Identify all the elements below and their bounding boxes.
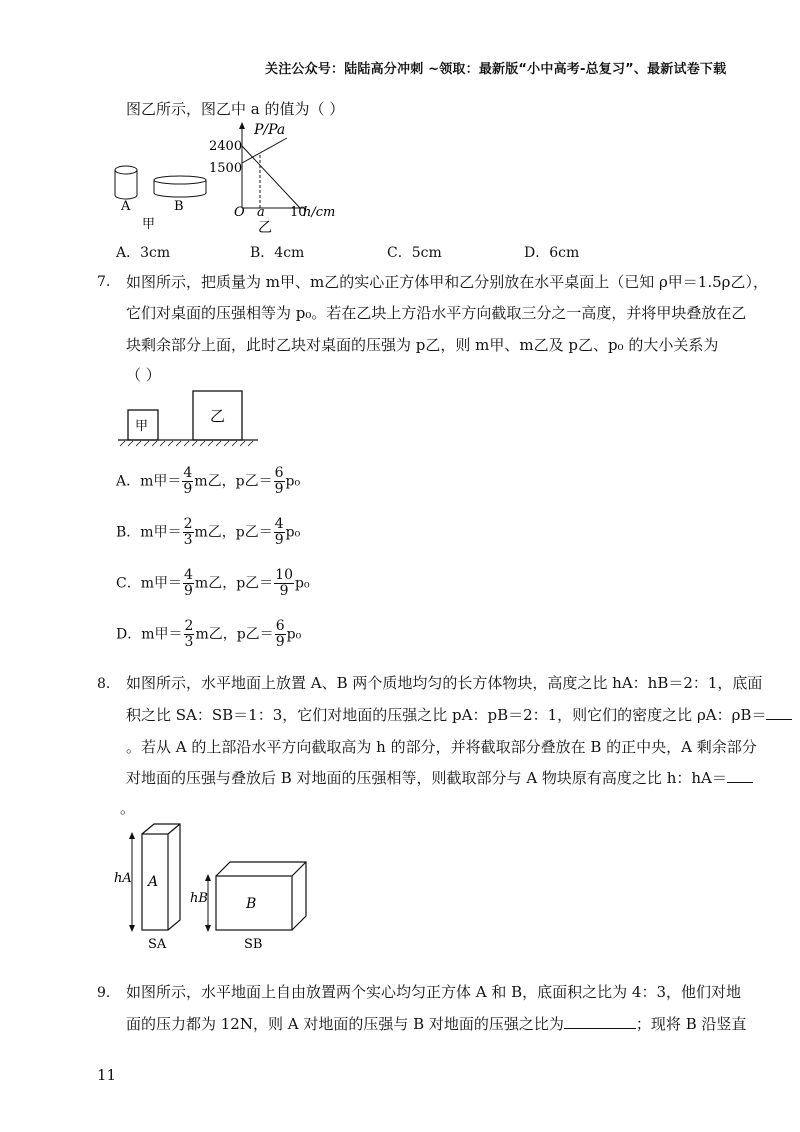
q9-line2: 面的压力都为 12N，则 A 对地面的压强与 B 对地面的压强之比为 ；现将 B 沿竖直 [126, 1015, 747, 1033]
q7-figure [118, 386, 268, 448]
q8-blank-1 [766, 705, 792, 720]
q9-line1: 如图所示，水平地面上自由放置两个实心均匀正方体 A 和 B，底面积之比为 4：3，他们对地 [126, 983, 742, 1001]
q8-line5: 。 [120, 799, 136, 817]
q6-figure-jia [104, 160, 214, 235]
q6-option-d: D．6cm [524, 245, 580, 261]
page-header: 关注公众号：陆陆高分冲刺 ~领取：最新版“小中高考-总复习”、最新试卷下载 [265, 62, 727, 77]
q8-figure [110, 820, 310, 954]
q7-option-c: C．m甲＝ $\frac{4}{9}$ m乙，p乙＝ $\frac{10}{9}$ p₀ [116, 567, 310, 599]
y-axis-label: P/Pa [254, 122, 286, 138]
q7-option-b: B．m甲＝ $\frac{2}{3}$ m乙，p乙＝ $\frac{4}{9}$ p₀ [116, 516, 301, 548]
q7-option-d: D．m甲＝ $\frac{2}{3}$ m乙，p乙＝ $\frac{6}{9}$ p₀ [116, 618, 302, 650]
a-label: A [148, 874, 159, 890]
y-tick-2400: 2400 [209, 139, 243, 154]
q7-line3: 块剩余部分上面，此时乙块对桌面的压强为 p乙，则 m甲、m乙及 p乙、p₀ 的大小关系为 [126, 336, 719, 354]
sb-label: SB [244, 937, 263, 952]
q6-stem-tail: 图乙所示，图乙中 a 的值为（ ） [126, 100, 345, 118]
page-number: 11 [97, 1066, 117, 1084]
q6-option-c: C．5cm [387, 245, 442, 261]
q7-line4: （ ） [126, 366, 161, 384]
x-a-label: a [257, 205, 265, 220]
x-axis-label: h/cm [303, 205, 336, 220]
q7-line1: 如图所示，把质量为 m甲、m乙的实心正方体甲和乙分别放在水平桌面上（已知 ρ甲＝1.5ρ乙）， [126, 273, 768, 291]
line-increasing [242, 138, 287, 163]
block-yi-label: 乙 [210, 407, 226, 425]
caption-jia: 甲 [142, 217, 156, 232]
q6-option-a: A．3cm [116, 245, 171, 261]
q7-number: 7. [97, 274, 111, 290]
block-jia-label: 甲 [135, 419, 149, 434]
q8-line4-wrap: 对地面的压强与叠放后 B 对地面的压强相等，则截取部分与 A 物块原有高度之比 h：hA＝ [126, 767, 753, 788]
label-a: A [121, 199, 131, 214]
line-decreasing [242, 146, 300, 208]
q8-number: 8. [97, 676, 111, 692]
hb-label: hB [190, 891, 208, 906]
q7-line2: 它们对桌面的压强相等为 p₀。若在乙块上方沿水平方向截取三分之一高度，并将甲块叠放在乙 [126, 304, 747, 322]
q6-figure-yi-graph [205, 118, 355, 236]
label-b: B [174, 199, 184, 214]
origin-label: O [234, 205, 245, 220]
b-label: B [246, 896, 257, 912]
q6-option-b: B．4cm [250, 245, 305, 261]
q8-blank-2 [727, 768, 753, 783]
caption-yi: 乙 [258, 220, 272, 236]
ha-label: hA [114, 871, 132, 886]
q8-line2-wrap: 积之比 SA：SB＝1：3，它们对地面的压强之比 pA：pB＝2：1，则它们的密度之比 ρA：ρB＝ [126, 704, 792, 725]
y-tick-1500: 1500 [209, 161, 243, 176]
q7-option-a: A．m甲＝ $\frac{4}{9}$ m乙，p乙＝ $\frac{6}{9}$ p₀ [116, 465, 301, 497]
q9-number: 9. [97, 985, 111, 1001]
q9-blank-1 [564, 1014, 636, 1029]
q8-line3: 。若从 A 的上部沿水平方向截取高为 h 的部分，并将截取部分叠放在 B 的正中央，A 剩余部分 [126, 738, 757, 756]
x-10-label: 10 [290, 205, 307, 220]
q8-line1: 如图所示，水平地面上放置 A、B 两个质地均匀的长方体物块，高度之比 hA：hB＝2：1，底面 [126, 674, 763, 692]
sa-label: SA [148, 937, 167, 952]
